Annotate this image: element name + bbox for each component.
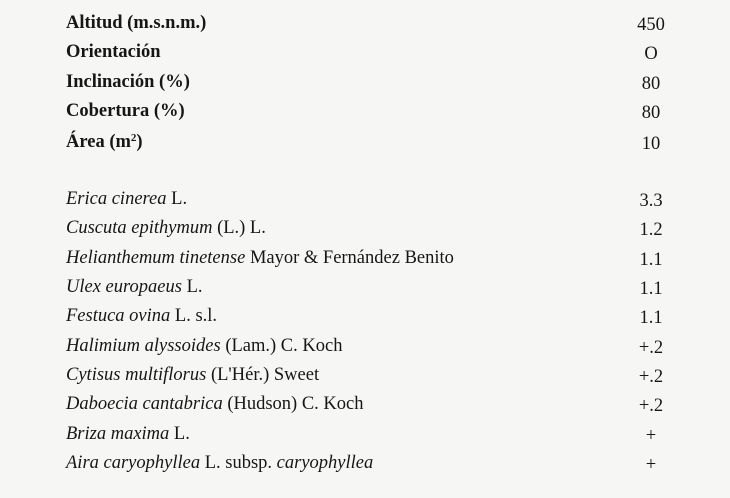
species-authority: L. s.l.	[170, 306, 218, 326]
species-cover: +	[645, 455, 657, 475]
species-row	[66, 424, 686, 450]
species-name	[66, 365, 319, 386]
species-cover: +.2	[638, 338, 664, 358]
species-cover: 1.1	[639, 279, 663, 299]
species-subspecies: caryophyllea	[276, 453, 374, 473]
species-cover: +.2	[638, 396, 664, 416]
species-row	[66, 277, 686, 303]
param-value: 450	[637, 15, 665, 35]
species-name	[66, 394, 364, 415]
species-row	[66, 306, 686, 332]
species-name	[66, 453, 373, 474]
area-label-close: )	[136, 132, 143, 152]
species-cover: +.2	[638, 367, 664, 387]
species-row	[66, 218, 686, 244]
species-cover: 3.3	[639, 191, 663, 211]
species-authority: L.	[169, 424, 190, 444]
param-value: 80	[641, 103, 661, 123]
species-binomial: Cuscuta epithymum	[66, 218, 213, 238]
species-row	[66, 365, 686, 391]
species-name	[66, 189, 187, 210]
param-row-area	[66, 132, 686, 158]
species-row	[66, 394, 686, 420]
param-row-inclinacion	[66, 72, 686, 98]
species-row	[66, 336, 686, 362]
species-cover: 1.1	[639, 308, 663, 328]
species-binomial: Briza maxima	[66, 424, 170, 444]
species-row	[66, 189, 686, 215]
species-authority: (Lam.) C. Koch	[220, 336, 343, 356]
species-authority: (L.) L.	[212, 218, 266, 238]
species-binomial: Aira caryophyllea	[66, 453, 201, 473]
species-binomial: Cytisus multiflorus	[66, 365, 207, 385]
species-row	[66, 248, 686, 274]
species-authority: (L'Hér.) Sweet	[206, 365, 320, 385]
param-row-cobertura	[66, 101, 686, 127]
species-row	[66, 453, 686, 479]
param-value: O	[644, 44, 658, 64]
species-authority: L. subsp.	[200, 453, 277, 473]
species-binomial: Ulex europaeus	[66, 277, 182, 297]
param-label: Altitud (m.s.n.m.)	[66, 13, 207, 33]
species-binomial: Daboecia cantabrica	[66, 394, 223, 414]
species-authority: (Hudson) C. Koch	[222, 394, 364, 414]
species-cover: 1.2	[639, 220, 663, 240]
param-label: Inclinación (%)	[66, 72, 190, 92]
species-binomial: Erica cinerea	[66, 189, 167, 209]
param-value: 80	[641, 74, 661, 94]
species-name	[66, 218, 266, 239]
species-binomial: Helianthemum tinetense	[66, 248, 246, 268]
area-label-text: Área (m	[66, 132, 131, 152]
param-label: Orientación	[66, 42, 161, 62]
species-authority: Mayor & Fernández Benito	[245, 248, 454, 268]
species-cover: 1.1	[639, 250, 663, 270]
param-row-altitud	[66, 13, 686, 39]
species-name	[66, 248, 454, 269]
species-authority: L.	[181, 277, 203, 297]
species-binomial: Festuca ovina	[66, 306, 171, 326]
param-value: 10	[641, 134, 661, 154]
species-name	[66, 424, 190, 445]
species-authority: L.	[166, 189, 188, 209]
area-label-superscript: 2	[130, 132, 137, 144]
species-name	[66, 306, 217, 327]
species-cover: +	[645, 426, 657, 446]
param-row-orientacion	[66, 42, 686, 68]
species-binomial: Halimium alyssoides	[66, 336, 221, 356]
param-label: Cobertura (%)	[66, 101, 185, 121]
species-name	[66, 277, 203, 298]
species-name	[66, 336, 342, 357]
param-label-area	[66, 132, 143, 153]
